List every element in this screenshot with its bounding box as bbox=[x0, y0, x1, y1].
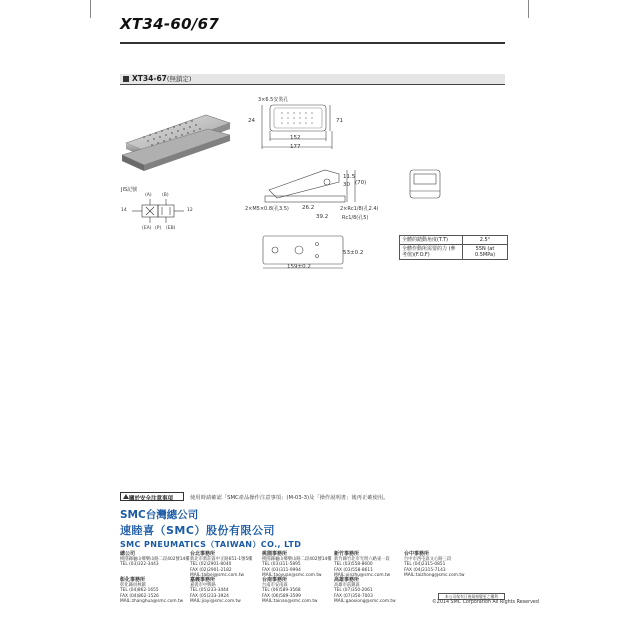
office-name: 嘉義事務所 bbox=[190, 577, 216, 583]
title-rule bbox=[120, 42, 505, 44]
copyright: ©2014 SMC Corporation All Rights Reserved bbox=[432, 600, 539, 605]
office-line: TEL (03)311-5895 bbox=[262, 562, 301, 568]
office-line: FAX (03)558-8611 bbox=[334, 567, 373, 573]
office-block bbox=[334, 578, 396, 604]
safety-box bbox=[120, 492, 184, 501]
company-name-en: SMC PNEUMATICS（TAIWAN）CO., LTD bbox=[120, 540, 302, 549]
section-header bbox=[120, 74, 505, 85]
dim-71: 71 bbox=[336, 118, 343, 124]
office-line: 彰化縣員林鎮 bbox=[120, 583, 146, 589]
spec-value: 55N (at 0.5MPa) bbox=[463, 245, 508, 260]
section-model: XT34-67 bbox=[132, 74, 167, 83]
office-line: FAX (05)233-3924 bbox=[190, 593, 229, 599]
footer-note: 本公司保有日後規格變更之權利 bbox=[438, 593, 505, 600]
section-square-icon bbox=[123, 76, 129, 82]
dim-rc1-8: Rc1/8(孔5) bbox=[342, 215, 369, 221]
jis-port-b: (B) bbox=[162, 193, 169, 198]
spec-table bbox=[399, 235, 508, 260]
office-line: FAX (04)2315-7143 bbox=[404, 567, 446, 573]
office-block bbox=[262, 552, 332, 578]
office-block bbox=[190, 552, 252, 578]
office-line: TEL (06)589-3568 bbox=[262, 588, 301, 594]
office-line: TEL (03)558-8600 bbox=[334, 562, 373, 568]
company-name-1: SMC台灣總公司 bbox=[120, 509, 199, 521]
dim-159: 159±0.2 bbox=[287, 264, 311, 270]
office-line: MAIL:tainan@smc.com.tw bbox=[262, 598, 318, 604]
office-name: 新竹事務所 bbox=[334, 551, 360, 557]
office-line: TEL (04)2315-0851 bbox=[404, 562, 446, 568]
top-divider-left bbox=[90, 0, 91, 18]
jis-port-p: (P) bbox=[155, 226, 162, 231]
office-line: MAIL:taibei@smc.com.tw bbox=[190, 572, 245, 578]
section-sub: (無鎖定) bbox=[166, 75, 192, 83]
office-line: 桃園縣龜山鄉樂山路二段402號14樓 bbox=[120, 557, 190, 563]
office-line: TEL (04)862-1655 bbox=[120, 588, 159, 594]
office-line: MAIL:taoyuan@smc.com.tw bbox=[262, 572, 322, 578]
office-name: 桃園事務所 bbox=[262, 551, 288, 557]
office-line: MAIL:jiayi@smc.com.tw bbox=[190, 598, 241, 604]
spec-row bbox=[400, 245, 508, 260]
office-block bbox=[334, 552, 390, 578]
dim-holes: 3×6.5安裝孔 bbox=[258, 97, 289, 103]
dim-26-2: 26.2 bbox=[302, 205, 315, 211]
dim-53: 53±0.2 bbox=[343, 250, 364, 256]
office-line: 新竹縣竹北市光明六路東一段 bbox=[334, 557, 390, 563]
office-block bbox=[120, 578, 183, 604]
dim-39-2: 39.2 bbox=[316, 214, 329, 220]
dim-24: 24 bbox=[248, 118, 255, 124]
office-block bbox=[190, 578, 241, 604]
page-title: XT34-60/67 bbox=[120, 15, 220, 33]
office-line: TEL (02)2901-8040 bbox=[190, 562, 232, 568]
office-line: FAX (04)862-1526 bbox=[120, 593, 159, 599]
dim-70: (70) bbox=[355, 180, 367, 186]
office-line: 桃園縣龜山鄉樂山路二段402號14樓 bbox=[262, 557, 332, 563]
safety-text: 使用時請確認「SMC產品操作注意事項」(M-03-3)及「操作說明書」後再正確使用。 bbox=[190, 495, 389, 501]
dim-m5: 2×M5×0.8(孔3.5) bbox=[245, 206, 289, 212]
office-name: 彰化事務所 bbox=[120, 577, 146, 583]
office-line: 高雄市前鎮區 bbox=[334, 583, 360, 589]
top-divider-right bbox=[528, 0, 529, 18]
office-line: TEL (07)350-2061 bbox=[334, 588, 373, 594]
office-line: TEL (03)322-3443 bbox=[120, 562, 159, 568]
office-block bbox=[262, 578, 318, 604]
office-line: MAIL:taizhong@smc.com.tw bbox=[404, 572, 465, 578]
spec-label: 全體的踏動角度(T.T) bbox=[400, 236, 463, 245]
top-view-drawing bbox=[250, 95, 360, 155]
spec-label: 全體作動所需要的力 (參考值)(F.O.F) bbox=[400, 245, 463, 260]
jis-port-12: 12 bbox=[187, 208, 193, 213]
jis-port-ea: (EA) bbox=[142, 226, 152, 231]
office-name: 總公司 bbox=[120, 551, 136, 557]
section-label bbox=[132, 74, 191, 84]
jis-label: JIS記號 bbox=[121, 187, 138, 193]
office-name: 高雄事務所 bbox=[334, 577, 360, 583]
office-line: MAIL:zhanghua@smc.com.tw bbox=[120, 598, 184, 604]
office-name: 台中事務所 bbox=[404, 551, 430, 557]
dim-11-5: 11.5 bbox=[343, 174, 356, 180]
spec-value: 2.5° bbox=[463, 236, 508, 245]
office-line: FAX (07)350-7003 bbox=[334, 593, 373, 599]
office-line: 嘉義市中興路 bbox=[190, 583, 216, 589]
jis-port-a: (A) bbox=[145, 193, 152, 198]
office-line: MAIL:gaoxiong@smc.com.tw bbox=[334, 598, 396, 604]
company-name-2: 速睦喜（SMC）股份有限公司 bbox=[120, 524, 275, 537]
office-name: 台南事務所 bbox=[262, 577, 288, 583]
office-line: FAX (06)589-3599 bbox=[262, 593, 301, 599]
office-line: TEL (05)233-3444 bbox=[190, 588, 229, 594]
product-photo bbox=[118, 95, 238, 175]
office-line: 台中市西屯區文心路三段 bbox=[404, 557, 452, 563]
dim-152: 152 bbox=[290, 135, 301, 141]
dim-30: 30 bbox=[343, 182, 350, 188]
spec-row bbox=[400, 236, 508, 245]
safety-box-label: 關於安全注意事項 bbox=[129, 496, 174, 502]
jis-symbol bbox=[120, 195, 195, 230]
office-block bbox=[404, 552, 465, 578]
office-line: MAIL:xinzhu@smc.com.tw bbox=[334, 572, 391, 578]
office-name: 台北事務所 bbox=[190, 551, 216, 557]
jis-port-eb: (EB) bbox=[166, 226, 176, 231]
dim-rc18: 2×Rc1/8(孔2.4) bbox=[340, 206, 379, 212]
dim-177: 177 bbox=[290, 144, 301, 150]
office-line: 新北市新莊區中正路651-1號5樓 bbox=[190, 557, 253, 563]
safety-notice bbox=[120, 492, 505, 501]
office-line: FAX (02)2901-2182 bbox=[190, 567, 232, 573]
office-line: 台南市安南區 bbox=[262, 583, 288, 589]
office-block bbox=[120, 552, 190, 568]
office-line: FAX (03)311-9994 bbox=[262, 567, 301, 573]
end-view-drawing bbox=[405, 165, 445, 205]
jis-port-14: 14 bbox=[121, 208, 127, 213]
